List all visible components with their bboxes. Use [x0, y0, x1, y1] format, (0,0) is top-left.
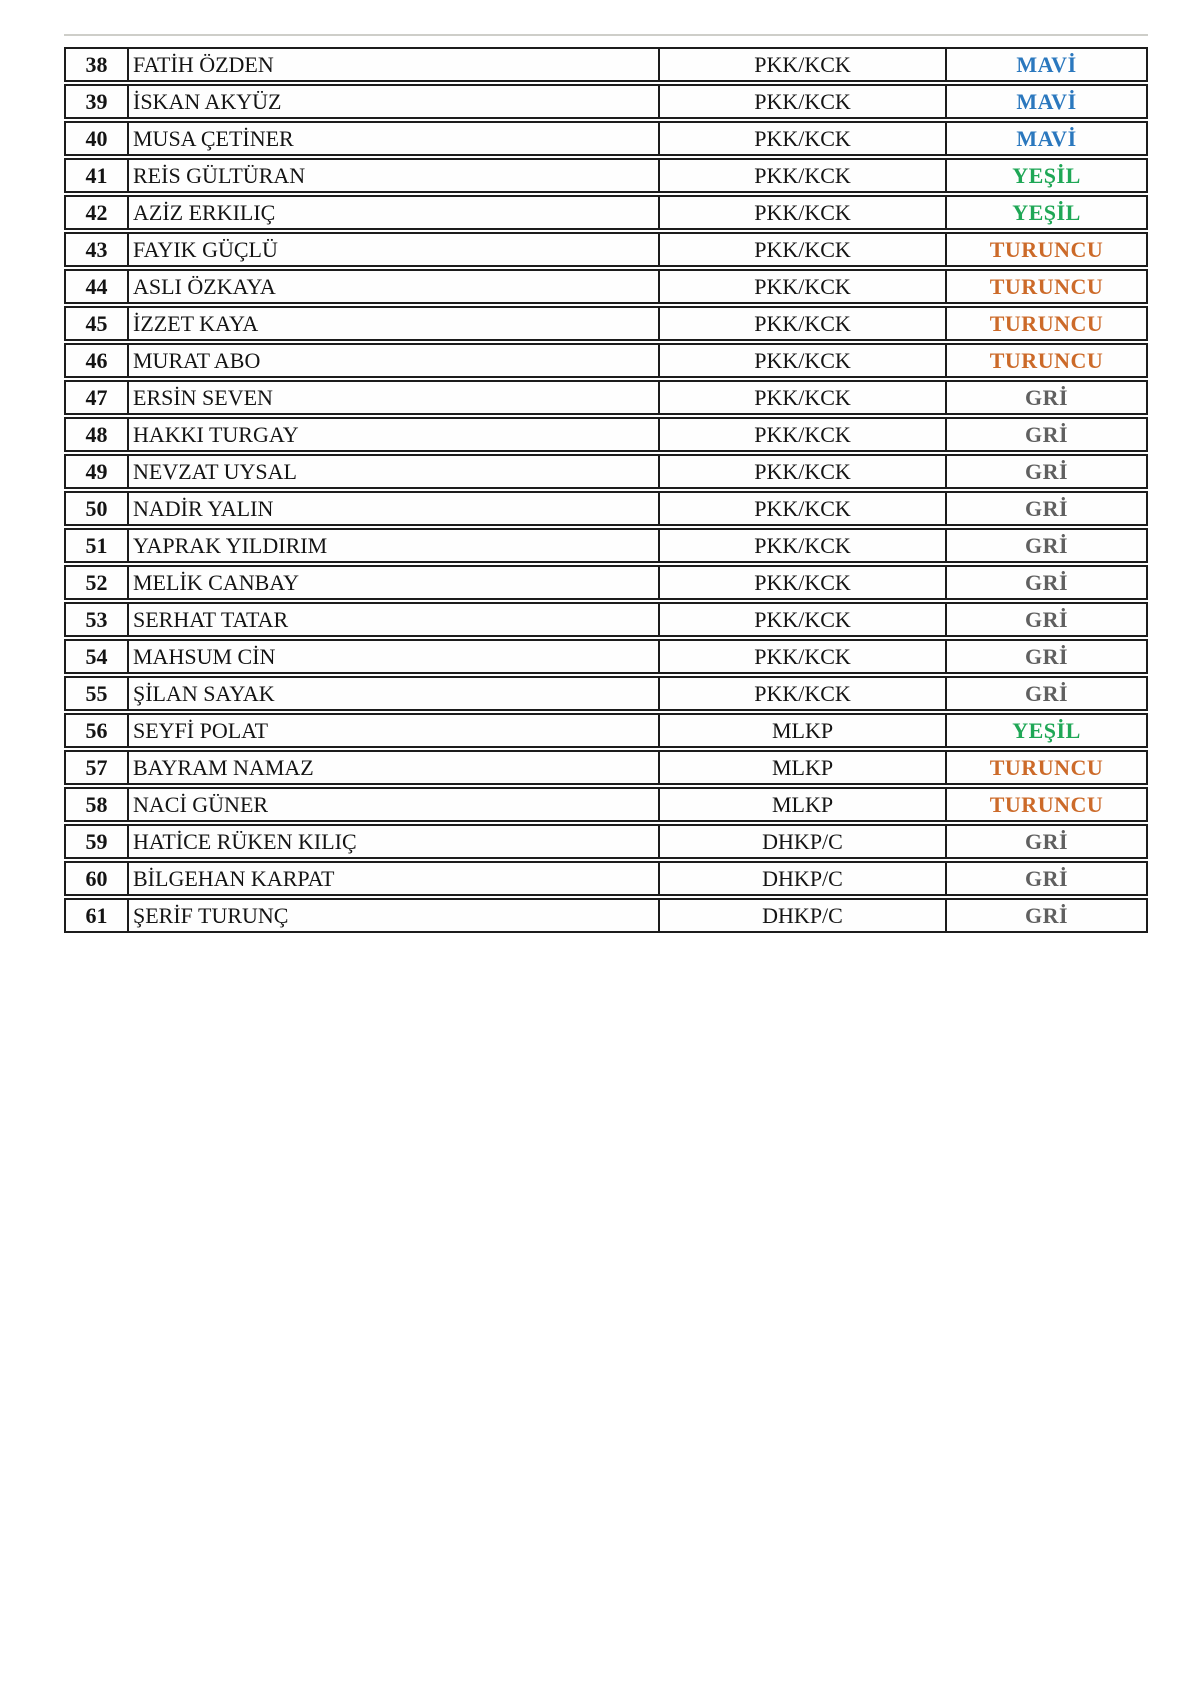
person-name-cell: YAPRAK YILDIRIM: [129, 530, 660, 561]
organization-cell: PKK/KCK: [660, 641, 947, 672]
organization-cell: DHKP/C: [660, 900, 947, 931]
row-number-cell: 44: [66, 271, 129, 302]
organization-cell: PKK/KCK: [660, 197, 947, 228]
row-number-cell: 47: [66, 382, 129, 413]
person-name-cell: FAYIK GÜÇLÜ: [129, 234, 660, 265]
table-row: [64, 84, 1148, 119]
organization-cell: DHKP/C: [660, 826, 947, 857]
organization-cell: MLKP: [660, 752, 947, 783]
organization-cell: PKK/KCK: [660, 86, 947, 117]
person-name-cell: HAKKI TURGAY: [129, 419, 660, 450]
category-cell: YEŞİL: [1012, 717, 1081, 743]
table-row: [64, 861, 1148, 896]
row-number-cell: 59: [66, 826, 129, 857]
category-cell: GRİ: [1024, 865, 1069, 891]
row-number-cell: 53: [66, 604, 129, 635]
organization-cell: PKK/KCK: [660, 530, 947, 561]
table-row: [64, 676, 1148, 711]
row-number-cell: 43: [66, 234, 129, 265]
organization-cell: PKK/KCK: [660, 49, 947, 80]
table-row: [64, 306, 1148, 341]
person-name-cell: NEVZAT UYSAL: [129, 456, 660, 487]
organization-cell: PKK/KCK: [660, 382, 947, 413]
organization-cell: PKK/KCK: [660, 567, 947, 598]
person-name-cell: SERHAT TATAR: [129, 604, 660, 635]
category-cell: TURUNCU: [989, 310, 1104, 336]
row-number-cell: 58: [66, 789, 129, 820]
row-number-cell: 42: [66, 197, 129, 228]
person-name-cell: NACİ GÜNER: [129, 789, 660, 820]
person-name-cell: HATİCE RÜKEN KILIÇ: [129, 826, 660, 857]
row-number-cell: 48: [66, 419, 129, 450]
person-name-cell: FATİH ÖZDEN: [129, 49, 660, 80]
organization-cell: PKK/KCK: [660, 271, 947, 302]
organization-cell: DHKP/C: [660, 863, 947, 894]
category-cell: GRİ: [1024, 458, 1069, 484]
organization-cell: PKK/KCK: [660, 678, 947, 709]
row-number-cell: 57: [66, 752, 129, 783]
row-number-cell: 51: [66, 530, 129, 561]
person-name-cell: ŞİLAN SAYAK: [129, 678, 660, 709]
person-name-cell: BİLGEHAN KARPAT: [129, 863, 660, 894]
category-cell: GRİ: [1024, 495, 1069, 521]
table-row: [64, 713, 1148, 748]
person-name-cell: BAYRAM NAMAZ: [129, 752, 660, 783]
category-cell: TURUNCU: [989, 347, 1104, 373]
category-cell: TURUNCU: [989, 791, 1104, 817]
person-name-cell: AZİZ ERKILIÇ: [129, 197, 660, 228]
person-name-cell: MAHSUM CİN: [129, 641, 660, 672]
table-row: [64, 898, 1148, 933]
category-cell: YEŞİL: [1012, 162, 1081, 188]
table-row: [64, 491, 1148, 526]
organization-cell: PKK/KCK: [660, 234, 947, 265]
category-cell: GRİ: [1024, 606, 1069, 632]
row-number-cell: 60: [66, 863, 129, 894]
row-number-cell: 41: [66, 160, 129, 191]
category-cell: MAVİ: [1016, 88, 1077, 114]
table-top-remnant-line: [64, 34, 1148, 36]
row-number-cell: 39: [66, 86, 129, 117]
row-number-cell: 50: [66, 493, 129, 524]
organization-cell: PKK/KCK: [660, 160, 947, 191]
person-name-cell: NADİR YALIN: [129, 493, 660, 524]
row-number-cell: 40: [66, 123, 129, 154]
organization-cell: PKK/KCK: [660, 493, 947, 524]
person-name-cell: İZZET KAYA: [129, 308, 660, 339]
category-cell: GRİ: [1024, 902, 1069, 928]
row-number-cell: 46: [66, 345, 129, 376]
category-cell: MAVİ: [1016, 51, 1077, 77]
table-row: [64, 232, 1148, 267]
table-row: [64, 639, 1148, 674]
category-cell: TURUNCU: [989, 754, 1104, 780]
category-cell: YEŞİL: [1012, 199, 1081, 225]
person-name-cell: İSKAN AKYÜZ: [129, 86, 660, 117]
organization-cell: MLKP: [660, 789, 947, 820]
table-row: [64, 269, 1148, 304]
organization-cell: PKK/KCK: [660, 604, 947, 635]
table-row: [64, 565, 1148, 600]
category-cell: GRİ: [1024, 680, 1069, 706]
category-cell: GRİ: [1024, 532, 1069, 558]
organization-cell: PKK/KCK: [660, 308, 947, 339]
table-row: [64, 343, 1148, 378]
person-name-cell: MELİK CANBAY: [129, 567, 660, 598]
person-name-cell: SEYFİ POLAT: [129, 715, 660, 746]
row-number-cell: 52: [66, 567, 129, 598]
category-cell: GRİ: [1024, 569, 1069, 595]
table-row: [64, 750, 1148, 785]
person-name-cell: REİS GÜLTÜRAN: [129, 160, 660, 191]
table-row: [64, 121, 1148, 156]
organization-cell: PKK/KCK: [660, 419, 947, 450]
person-name-cell: ŞERİF TURUNÇ: [129, 900, 660, 931]
organization-cell: PKK/KCK: [660, 123, 947, 154]
table-row: [64, 158, 1148, 193]
row-number-cell: 45: [66, 308, 129, 339]
organization-cell: PKK/KCK: [660, 456, 947, 487]
row-number-cell: 55: [66, 678, 129, 709]
table-row: [64, 528, 1148, 563]
organization-cell: PKK/KCK: [660, 345, 947, 376]
category-cell: GRİ: [1024, 643, 1069, 669]
table-row: [64, 787, 1148, 822]
table-row: [64, 417, 1148, 452]
row-number-cell: 56: [66, 715, 129, 746]
table-row: [64, 824, 1148, 859]
row-number-cell: 61: [66, 900, 129, 931]
row-number-cell: 49: [66, 456, 129, 487]
row-number-cell: 38: [66, 49, 129, 80]
person-name-cell: ASLI ÖZKAYA: [129, 271, 660, 302]
table-row: [64, 47, 1148, 82]
category-cell: TURUNCU: [989, 273, 1104, 299]
table-row: [64, 195, 1148, 230]
row-number-cell: 54: [66, 641, 129, 672]
category-cell: TURUNCU: [989, 236, 1104, 262]
table-row: [64, 454, 1148, 489]
person-name-cell: ERSİN SEVEN: [129, 382, 660, 413]
table-row: [64, 380, 1148, 415]
person-name-cell: MURAT ABO: [129, 345, 660, 376]
category-cell: GRİ: [1024, 384, 1069, 410]
table-row: [64, 602, 1148, 637]
roster-table: [64, 47, 1148, 935]
person-name-cell: MUSA ÇETİNER: [129, 123, 660, 154]
category-cell: MAVİ: [1016, 125, 1077, 151]
category-cell: GRİ: [1024, 828, 1069, 854]
organization-cell: MLKP: [660, 715, 947, 746]
category-cell: GRİ: [1024, 421, 1069, 447]
